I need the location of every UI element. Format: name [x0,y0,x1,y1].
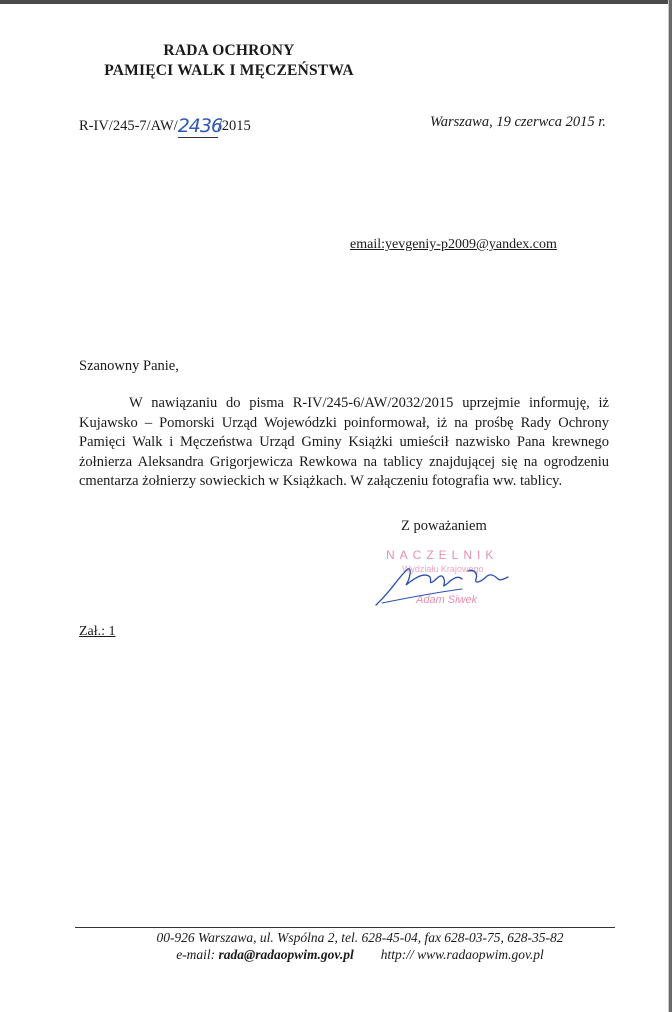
letterhead-line1: RADA OCHRONY [163,42,295,59]
salutation: Szanowny Panie, [79,358,179,374]
reference-handwritten-number: 2436 [177,115,223,137]
stamp-department: Wydziału Krajowego [402,564,484,574]
stamp-name: Adam Siwek [416,594,478,606]
attachment-note: Zał.: 1 [79,624,116,639]
scan-top-border [0,0,672,4]
signature-stamp [372,545,532,611]
body-paragraph: W nawiązaniu do pisma R-IV/245-6/AW/2032/2015 uprzejmie informuję, iż Kujawsko – Pomorski Urząd Wojewódzki poinformował, iż na prośbę Rady Ochrony Pamięci Walk i Męczeństwa Urząd Gminy Książki umieścił nazwisko Pana krewnego żołnierza Aleksandra Grigorjewicza Rewkowa na tablicy znajdującej się na ogrodzeniu cmentarza żołnierzy sowieckich w Książkach. W załączeniu fotografia ww. tablicy. [79,395,609,490]
footer-email: rada@radaopwim.gov.pl [218,947,354,962]
place-date: Warszawa, 19 czerwca 2015 r. [430,114,606,130]
footer-contact [75,947,645,963]
stamp-title: NACZELNIK [386,548,499,562]
footer-rule [75,927,615,928]
reference-suffix: /2015 [217,118,251,134]
letterhead-line2: PAMIĘCI WALK I MĘCZEŃSTWA [104,62,354,79]
reference-number [79,113,251,136]
footer-email-label: e-mail: [176,947,216,962]
recipient-email: email:yevgeniy-p2009@yandex.com [350,237,557,252]
closing: Z poważaniem [401,518,487,534]
footer-address: 00-926 Warszawa, ul. Wspólna 2, tel. 628-45-04, fax 628-03-75, 628-35-82 [156,930,564,945]
footer-website: http:// www.radaopwim.gov.pl [380,947,544,962]
letterhead [79,41,379,81]
reference-prefix: R-IV/245-7/AW/ [79,118,178,134]
